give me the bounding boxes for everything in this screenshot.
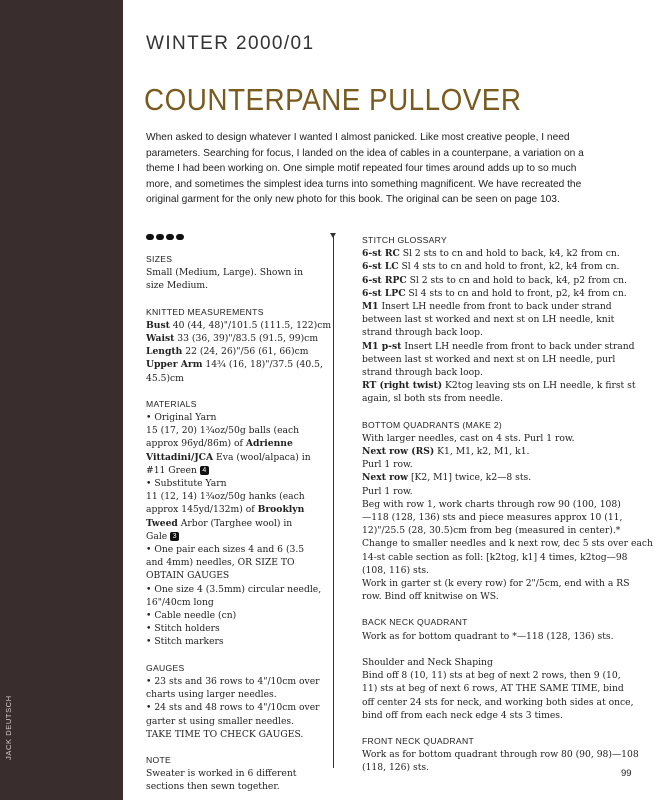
- intro-line: parameters. Searching for focus, I landed on the idea of cables in a counterpane, a variation on a: [146, 147, 584, 159]
- glossary-entry: M1 p-st Insert LH needle from front to back under strand: [362, 340, 635, 352]
- instruction-line: Work in garter st (k every row) for 2"/5cm, end with a RS: [362, 578, 630, 590]
- substitute-yarn-line: Tweed Arbor (Targhee wool) in: [146, 517, 293, 529]
- stitch-holders-line: • Stitch holders: [146, 623, 220, 635]
- original-yarn-line: Vittadini/JCA Eva (wool/alpaca) in: [146, 451, 311, 463]
- gauge-line: • 23 sts and 36 rows to 4"/10cm over: [146, 675, 320, 687]
- front-neck-heading: FRONT NECK QUADRANT: [362, 735, 475, 746]
- gauge-line: TAKE TIME TO CHECK GAUGES.: [146, 728, 304, 740]
- gauges-heading: GAUGES: [146, 662, 185, 673]
- bottom-quadrants-heading: BOTTOM QUADRANTS (MAKE 2): [362, 419, 503, 430]
- intro-line: more, and sometimes the simplest idea turns into something magnificent. We have recreated the: [146, 178, 582, 190]
- circular-needle-line: • One size 4 (3.5mm) circular needle,: [146, 583, 322, 595]
- waist-measurement: Waist 33 (36, 39)"/83.5 (91.5, 99)cm: [146, 333, 319, 345]
- circular-needle-line: 16"/40cm long: [146, 596, 214, 608]
- needles-line: OBTAIN GAUGES: [146, 570, 230, 582]
- skill-bar-icon: [166, 234, 174, 240]
- left-column: [146, 234, 330, 794]
- yarn-weight-icon: 4: [200, 466, 209, 475]
- instruction-line: Purl 1 row.: [362, 459, 413, 471]
- glossary-entry: 6-st LC Sl 4 sts to cn and hold to front, k2, k4 from cn.: [362, 261, 620, 273]
- photo-credit: JACK DEUTSCH: [4, 695, 13, 760]
- needles-line: • One pair each sizes 4 and 6 (3.5: [146, 544, 305, 556]
- skill-bar-icon: [176, 234, 184, 240]
- bust-measurement: Bust 40 (44, 48)"/101.5 (111.5, 122)cm: [146, 319, 332, 331]
- intro-line: theme I had been working on. One simple motif repeated four times around adds up to so much: [146, 163, 577, 175]
- season-label: WINTER 2000/01: [146, 33, 315, 54]
- glossary-entry: RT (right twist) K2tog leaving sts on LH needle, k first st: [362, 380, 636, 392]
- page-number: 99: [621, 768, 632, 779]
- gauge-line: • 24 sts and 48 rows to 4"/10cm over: [146, 702, 320, 714]
- instruction-line: (118, 126) sts.: [362, 762, 430, 774]
- glossary-line: between last st worked and next st on LH needle, purl: [362, 353, 616, 365]
- measurements-heading: KNITTED MEASUREMENTS: [146, 306, 264, 317]
- note-line: Sweater is worked in 6 different: [146, 768, 297, 780]
- skill-bar-icon: [156, 234, 164, 240]
- upper-arm-measurement: Upper Arm 14¾ (16, 18)"/37.5 (40.5,: [146, 359, 323, 371]
- instruction-line: Next row [K2, M1] twice, k2—8 sts.: [362, 472, 532, 484]
- sizes-line: size Medium.: [146, 280, 209, 292]
- sizes-line: Small (Medium, Large). Shown in: [146, 267, 304, 279]
- instruction-line: Work as for bottom quadrant through row 80 (90, 98)—108: [362, 749, 639, 761]
- instruction-line: 14-st cable section as foll: [k2tog, k1] 4 times, k2tog—98: [362, 551, 628, 563]
- glossary-line: between last st worked and next st on LH needle, knit: [362, 314, 615, 326]
- substitute-yarn-label: • Substitute Yarn: [146, 478, 227, 490]
- instruction-line: Beg with row 1, work charts through row 90 (100, 108): [362, 498, 621, 510]
- skill-bar-icon: [146, 234, 154, 240]
- yarn-weight-icon: 3: [170, 532, 179, 541]
- instruction-line: Change to smaller needles and k next row, dec 5 sts over each: [362, 538, 653, 550]
- glossary-line: strand through back loop.: [362, 367, 483, 379]
- shoulder-shaping-heading: Shoulder and Neck Shaping: [362, 656, 493, 668]
- left-sidebar-bar: [0, 0, 123, 800]
- instruction-line: Purl 1 row.: [362, 485, 413, 497]
- right-column: [362, 234, 652, 775]
- note-heading: NOTE: [146, 754, 172, 765]
- stitch-markers-line: • Stitch markers: [146, 636, 224, 648]
- glossary-line: strand through back loop.: [362, 327, 483, 339]
- substitute-yarn-line: approx 145yd/132m) of Brooklyn: [146, 504, 305, 516]
- instruction-line: bind off from each neck edge 4 sts 3 times.: [362, 709, 563, 721]
- length-measurement: Length 22 (24, 26)"/56 (61, 66)cm: [146, 346, 309, 358]
- instruction-line: row. Bind off knitwise on WS.: [362, 591, 499, 603]
- glossary-entry: 6-st LPC Sl 4 sts to cn and hold to front, p2, k4 from cn.: [362, 287, 627, 299]
- sizes-heading: SIZES: [146, 254, 173, 264]
- materials-heading: MATERIALS: [146, 398, 197, 409]
- instruction-line: —118 (128, 136) sts and piece measures approx 10 (11,: [362, 512, 623, 524]
- instruction-line: (108, 116) sts.: [362, 564, 430, 576]
- back-neck-heading: BACK NECK QUADRANT: [362, 617, 468, 628]
- divider-arrow-icon: [330, 233, 336, 238]
- glossary-entry: M1 Insert LH needle from front to back under strand: [362, 301, 612, 313]
- original-yarn-line: #11 Green 4: [146, 464, 330, 477]
- gauge-line: garter st using smaller needles.: [146, 715, 295, 727]
- page-title: COUNTERPANE PULLOVER: [144, 82, 522, 117]
- instruction-line: 12)"/25.5 (28, 30.5)cm from beg (measured in center).*: [362, 525, 621, 537]
- needles-line: and 4mm) needles, OR SIZE TO: [146, 557, 295, 569]
- column-divider: [333, 234, 334, 768]
- instruction-line: Next row (RS) K1, M1, k2, M1, k1.: [362, 446, 530, 458]
- upper-arm-measurement-cont: 45.5)cm: [146, 372, 184, 384]
- glossary-entry: 6-st RPC Sl 2 sts to cn and hold to back, k4, p2 from cn.: [362, 274, 627, 286]
- glossary-line: again, sl both sts from needle.: [362, 393, 504, 405]
- original-yarn-line: approx 96yd/86m) of Adrienne: [146, 438, 293, 450]
- substitute-yarn-line: 11 (12, 14) 1¾oz/50g hanks (each: [146, 491, 305, 503]
- substitute-yarn-line: Gale 3: [146, 530, 330, 543]
- intro-paragraph: [146, 130, 651, 208]
- skill-level-indicator: [146, 234, 330, 240]
- gauge-line: charts using larger needles.: [146, 689, 277, 701]
- glossary-entry: 6-st RC Sl 2 sts to cn and hold to back, k4, k2 from cn.: [362, 248, 620, 260]
- instruction-line: Work as for bottom quadrant to *—118 (128, 136) sts.: [362, 630, 614, 642]
- glossary-heading: STITCH GLOSSARY: [362, 235, 448, 245]
- intro-line: original garment for the only new photo for this book. The original can be seen on page 103.: [146, 194, 560, 206]
- instruction-line: off center 24 sts for neck, and working both sides at once,: [362, 696, 634, 708]
- instruction-line: With larger needles, cast on 4 sts. Purl 1 row.: [362, 432, 575, 444]
- cable-needle-line: • Cable needle (cn): [146, 610, 237, 622]
- original-yarn-line: 15 (17, 20) 1¾oz/50g balls (each: [146, 425, 300, 437]
- intro-line: When asked to design whatever I wanted I almost panicked. Like most creative people, I need: [146, 132, 570, 143]
- instruction-line: Bind off 8 (10, 11) sts at beg of next 2 rows, then 9 (10,: [362, 670, 621, 682]
- original-yarn-label: • Original Yarn: [146, 412, 217, 424]
- instruction-line: 11) sts at beg of next 6 rows, AT THE SAME TIME, bind: [362, 683, 624, 695]
- note-line: sections then sewn together.: [146, 781, 280, 793]
